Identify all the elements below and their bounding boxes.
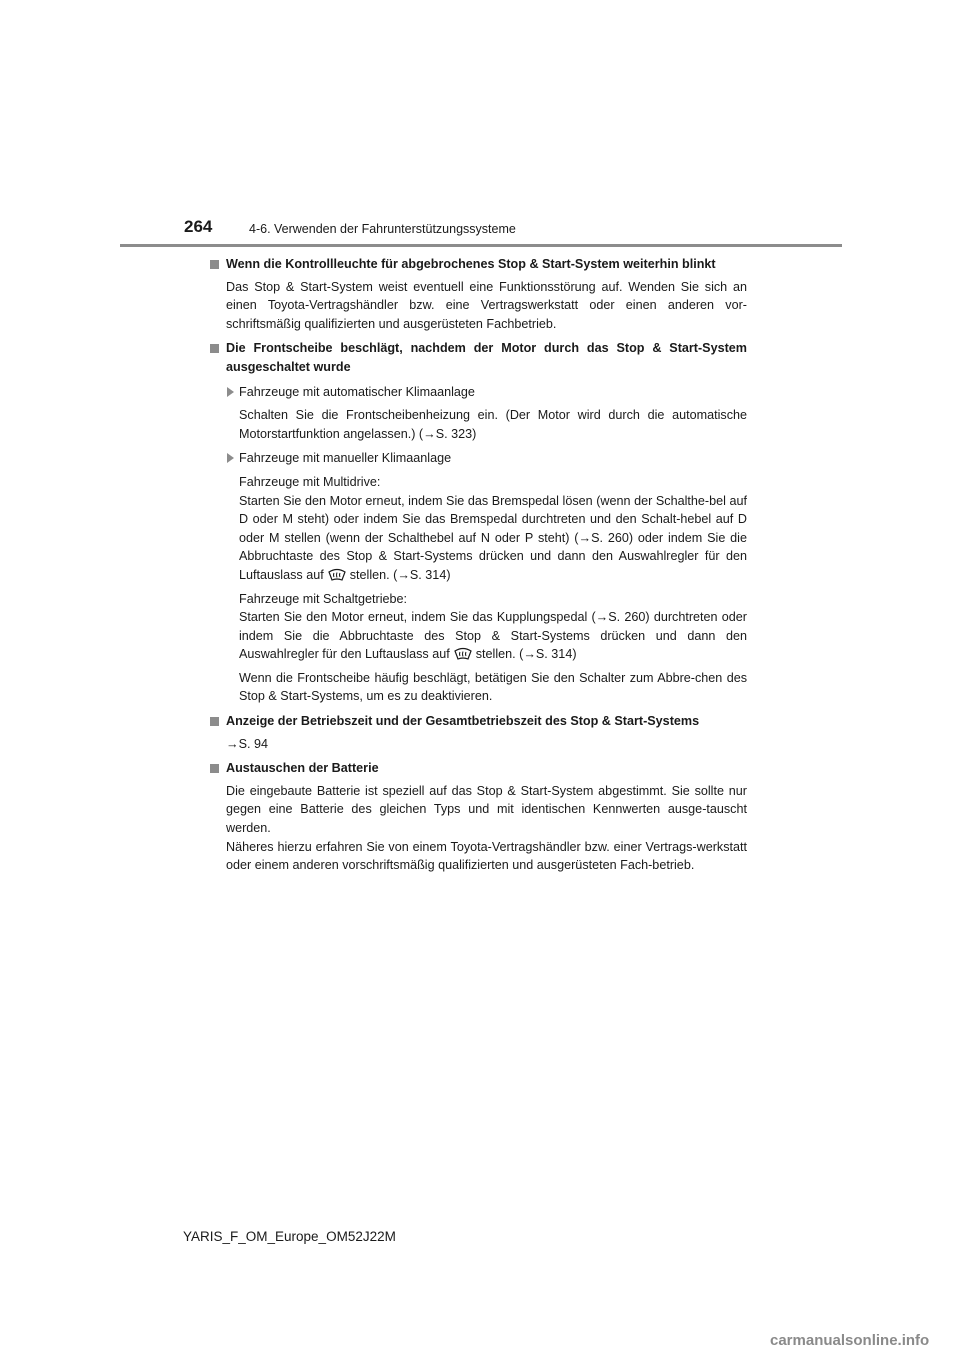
page-content bbox=[209, 255, 747, 881]
subheading-automatic-ac bbox=[209, 383, 747, 402]
windshield-defroster-icon bbox=[328, 568, 346, 582]
text-segment: Fahrzeuge mit Schaltgetriebe: Starten Sie den Motor erneut, indem Sie das Kupplungspedal (→S. 260) durchtreten oder indem Sie die Abbruchtaste des Stop & Start-Systems drücken und dann den Auswahlregler für den Luftauslass auf bbox=[239, 591, 747, 662]
subheading-manual-ac bbox=[209, 449, 747, 468]
section-battery bbox=[209, 759, 747, 875]
body-text: Die eingebaute Batterie ist speziell auf das Stop & Start-System abgestimmt. Sie sollte nur gegen eine Batterie des gleichen Typs und mit identischen Kennwerten ausge-tauscht werden. Näheres hierzu erfahren Sie von einem Toyota-Vertragshändler bzw. einer Vertrags-werkstatt oder einem anderen vorschriftsmäßig qualifizierten und ausgerüsteten Fach-betrieb. bbox=[226, 783, 747, 873]
windshield-defroster-icon bbox=[454, 647, 472, 661]
heading-text: Austauschen der Batterie bbox=[226, 761, 379, 776]
section-operating-time bbox=[209, 712, 747, 753]
section-heading bbox=[209, 759, 747, 778]
section-windshield-fog bbox=[209, 339, 747, 706]
square-bullet-icon bbox=[210, 260, 219, 269]
text-segment: stellen. (→S. 314) bbox=[475, 647, 577, 662]
body-text: Schalten Sie die Frontscheibenheizung ein. (Der Motor wird durch die automatische Motorstartfunktion angelassen.) (→S. 323) bbox=[239, 408, 747, 441]
body-text-schaltgetriebe bbox=[209, 590, 747, 664]
section-warning-light bbox=[209, 255, 747, 333]
heading-text: Die Frontscheibe beschlägt, nachdem der Motor durch das Stop & Start-System ausgeschaltet wurde bbox=[226, 341, 747, 374]
square-bullet-icon bbox=[210, 764, 219, 773]
section-heading bbox=[209, 712, 747, 731]
footer-doc-code: YARIS_F_OM_Europe_OM52J22M bbox=[183, 1229, 396, 1244]
body-text-note: Wenn die Frontscheibe häufig beschlägt, betätigen Sie den Schalter zum Abbre-chen des Stop & Start-Systems, um es zu deaktivieren. bbox=[239, 670, 747, 704]
page-header bbox=[0, 0, 960, 250]
subheading-text: Fahrzeuge mit manueller Klimaanlage bbox=[239, 451, 452, 466]
page-reference: →S. 94 bbox=[226, 736, 268, 751]
heading-text: Wenn die Kontrollleuchte für abgebrochenes Stop & Start-System weiterhin blinkt bbox=[226, 257, 716, 271]
heading-text: Anzeige der Betriebszeit und der Gesamtbetriebszeit des Stop & Start-Systems bbox=[226, 714, 700, 729]
text-segment: Fahrzeuge mit Multidrive: Starten Sie den Motor erneut, indem Sie das Bremspedal lösen (wenn der Schalthe-bel auf D oder M steht) oder indem Sie das Bremspedal durchtreten und den Schalt-hebel auf D oder M stellen (wenn der Schalthebel auf N oder P steht) (→S. 260) oder indem Sie die Abbruchtaste des Stop & Start-Systems drücken und dann den Auswahlregler für den Luftauslass auf bbox=[239, 474, 747, 582]
section-heading bbox=[209, 255, 747, 274]
triangle-bullet-icon bbox=[227, 387, 234, 397]
body-text: Das Stop & Start-System weist eventuell eine Funktionsstörung auf. Wenden Sie sich an einen Toyota-Vertragshändler bzw. eine Vertragswerkstatt oder einen anderen vor-schriftsmäßig qualifizierten und ausgerüsteten Fachbetrieb. bbox=[226, 279, 747, 331]
triangle-bullet-icon bbox=[227, 453, 234, 463]
watermark: carmanualsonline.info bbox=[770, 1332, 930, 1349]
square-bullet-icon bbox=[210, 344, 219, 353]
section-title: 4-6. Verwenden der Fahrunterstützungssysteme bbox=[249, 222, 516, 236]
square-bullet-icon bbox=[210, 717, 219, 726]
subheading-text: Fahrzeuge mit automatischer Klimaanlage bbox=[239, 384, 475, 399]
section-heading bbox=[209, 339, 747, 376]
header-rule bbox=[120, 244, 842, 247]
text-segment: stellen. (→S. 314) bbox=[349, 567, 451, 582]
page-number: 264 bbox=[184, 217, 213, 236]
body-text-multidrive bbox=[209, 473, 747, 585]
